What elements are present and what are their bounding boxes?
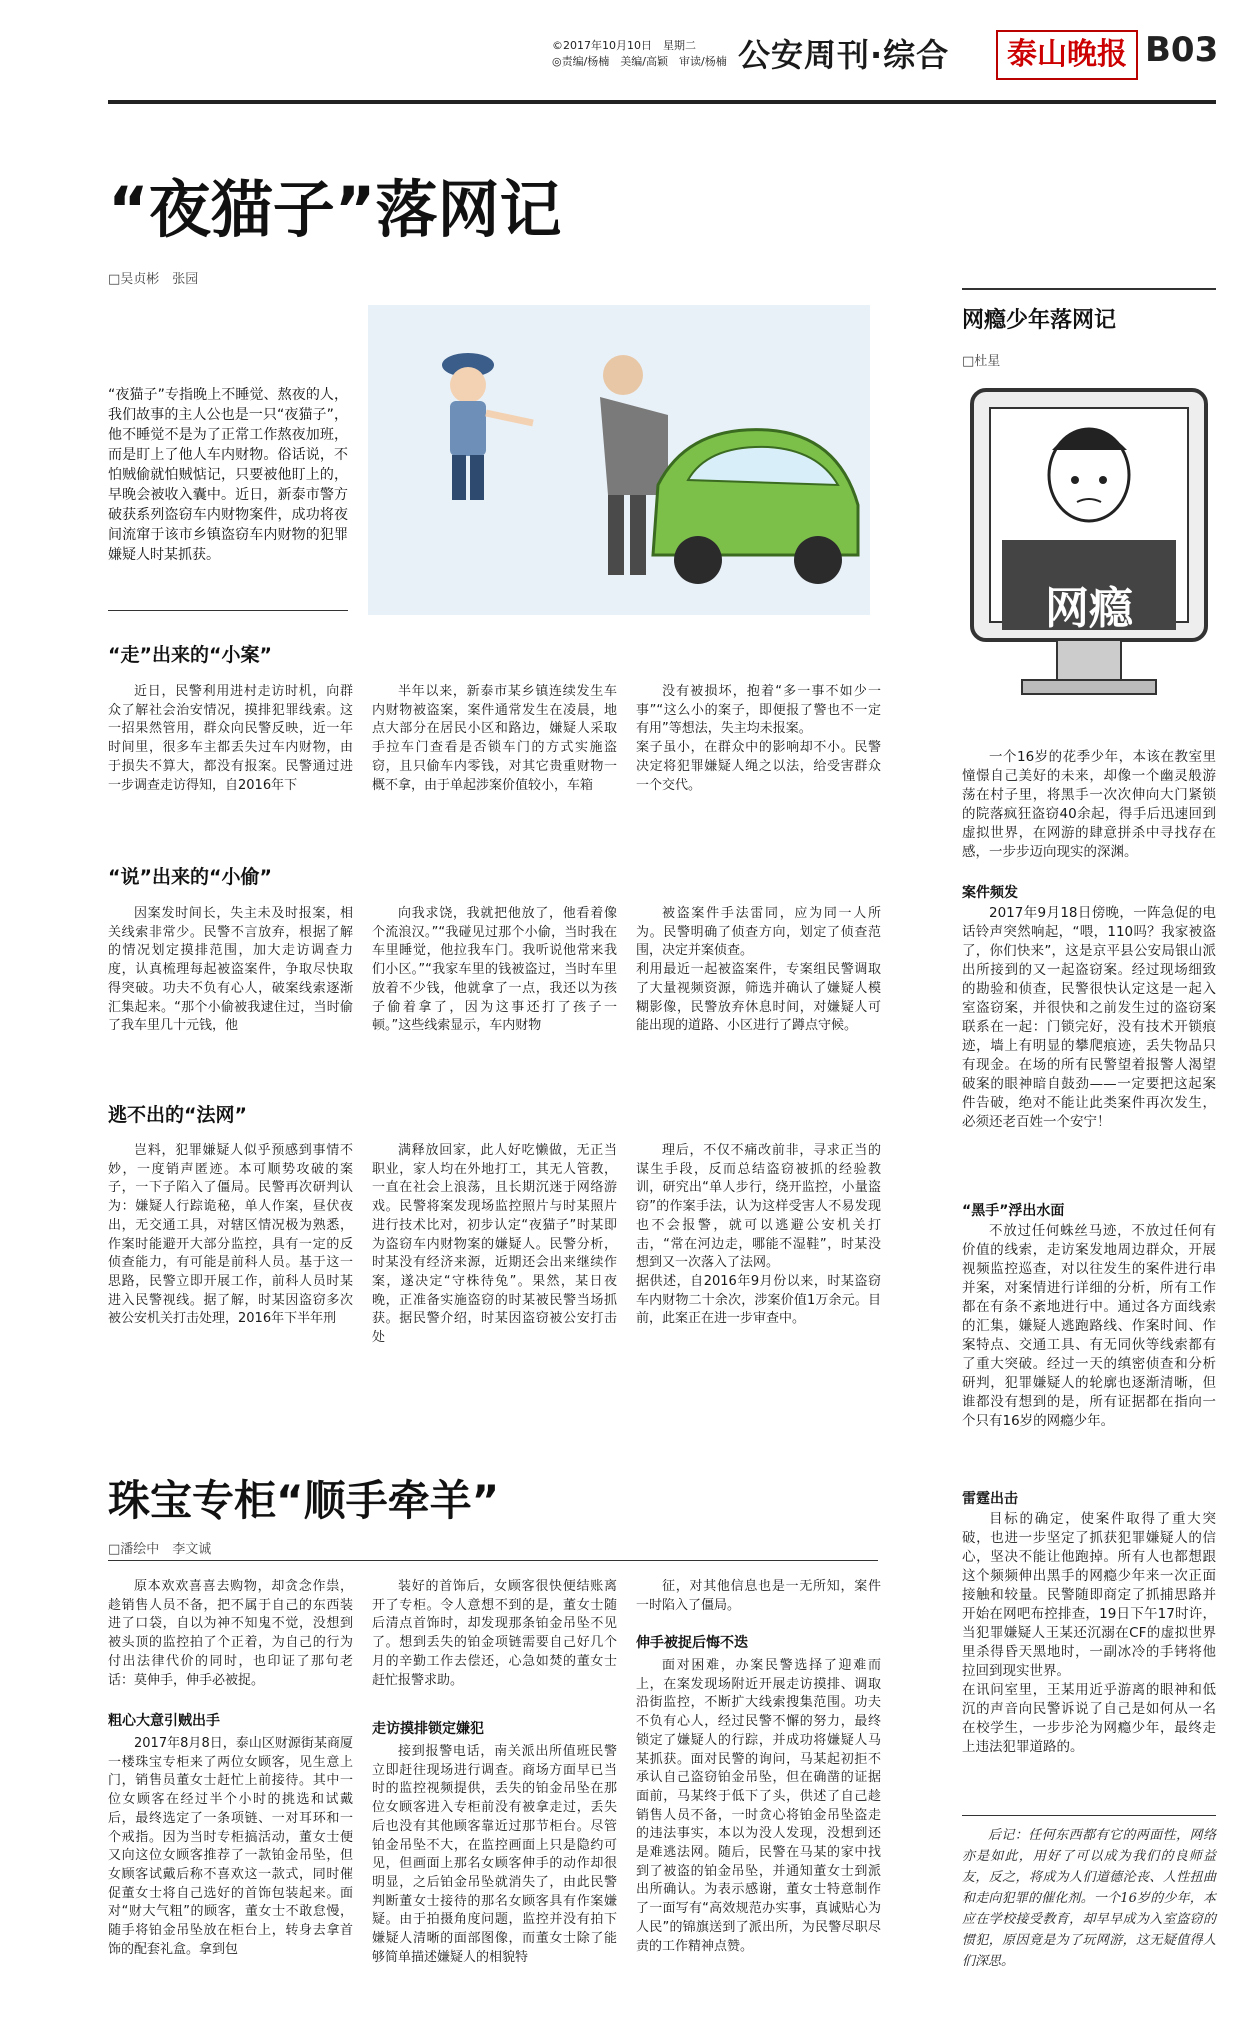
intro-divider	[108, 610, 348, 611]
section1-col2: 半年以来，新泰市某乡镇连续发生车内财物被盗案，案件通常发生在凌晨，地点大部分在居民小区和路边，嫌疑人采取手拉车门查看是否锁车门的方式实施盗窃，且只偷车内零钱，对其它贵重财物一概不拿，由于单起涉案价值较小，车箱	[372, 684, 617, 793]
article1-byline: □吴贞彬 张园	[108, 272, 199, 287]
article2-col3-lead: 征，对其他信息也是一无所知，案件一时陷入了僵局。	[636, 1579, 881, 1613]
sidebar-heading-1: 案件频发	[962, 885, 1018, 901]
article2-sub2-text: 接到报警电话，南关派出所值班民警立即赶往现场进行调查。商场方面早已当时的监控视频提供，丢失的铂金吊坠在那位女顾客进入专柜前没有被拿走过，丢失后也没有其他顾客靠近过那节柜台。尽管铂金吊坠不大，在监控画面上只是隐约可见，但画面上那名女顾客伸手的动作却很明显，之后铂金吊坠就消失了，由此民警判断董女士接待的那名女顾客具有作案嫌疑。由于拍摄角度问题，监控并没有拍下嫌疑人清晰的面部图像，而董女士除了能够简单描述嫌疑人的相貌特	[372, 1744, 617, 1965]
section3-col3: 理后，不仅不痛改前非，寻求正当的谋生手段，反而总结盗窃被抓的经验教训，研究出“单人步行，绕开监控，小量盗窃”的作案手法，认为这样受害人不易发现也不会报警，就可以逃避公安机关打击，“常在河边走，哪能不湿鞋”，时某没想到又一次落入了法网。 据供述，自2016年9月份以来，时某盗窃车内财物二十余次，涉案价值1万余元。目前，此案正在进一步审查中。	[636, 1143, 881, 1327]
sidebar-title: 网瘾少年落网记	[962, 308, 1117, 333]
article2-byline: □潘绘中 李文诚	[108, 1542, 212, 1557]
sidebar-afterword: 后记：任何东西都有它的两面性，网络亦是如此，用好了可以成为我们的良师益友，反之，将成为人们道德沦丧、人性扭曲和走向犯罪的催化剂。一个16岁的少年，本应在学校接受教育，却早早成为入室盗窃的惯犯，原因竟是为了玩网游，这无疑值得人们深思。	[962, 1828, 1216, 1969]
header-staff: ◎责编/杨楠 美编/高颖 审读/杨楠	[552, 55, 727, 68]
newspaper-logo: 泰山晚报	[996, 30, 1138, 80]
article2-sub2-heading: 走访摸排锁定嫌犯	[372, 1721, 484, 1737]
sidebar-text-2: 不放过任何蛛丝马迹，不放过任何有价值的线索，走访案发地周边群众，开展视频监控巡查，对以往发生的案件进行串并案，对案情进行详细的分析，所有工作都在有条不紊地进行中。通过各方面线索的汇集，嫌疑人逃跑路线、作案时间、作案特点、交通工具、有无同伙等线索都有了重大突破。经过一天的缜密侦查和分析研判，犯罪嫌疑人的轮廓也逐渐清晰，但谁都没有想到的是，所有证据都在指向一个只有16岁的网瘾少年。	[962, 1223, 1216, 1429]
addicted-boy-monitor-icon	[962, 380, 1216, 730]
sidebar-byline: □杜星	[962, 354, 1001, 369]
article1-title: “夜猫子”落网记	[108, 173, 562, 246]
article2-sub3-text: 面对困难，办案民警选择了迎难而上，在案发现场附近开展走访摸排、调取沿街监控，不断扩大线索搜集范围。功夫不负有心人，经过民警不懈的努力，最终锁定了嫌疑人的行踪，并成功将嫌疑人马某抓获。面对民警的询问，马某起初拒不承认自己盗窃铂金吊坠，但在确凿的证据面前，马某终于低下了头，供述了自己趁销售人员不备，一时贪心将铂金吊坠盗走的违法事实，本以为没人发现，没想到还是难逃法网。随后，民警在马某的家中找到了被盗的铂金吊坠，并通知董女士到派出所确认。为表示感谢，董女士特意制作了一面写有“高效规范办实事，真诚贴心为人民”的锦旗送到了派出所，为民警尽职尽责的工作精神点赞。	[636, 1658, 881, 1954]
afterword-rule	[962, 1815, 1216, 1816]
illustration-text: 网瘾	[1045, 583, 1133, 634]
section2-col1: 因案发时间长，失主未及时报案，相关线索非常少。民警不言放弃，根据了解的情况划定摸排范围，加大走访调查力度，认真梳理每起被盗案件，争取尽快取得突破。功夫不负有心人，破案线索逐渐汇集起来。“那个小偷被我逮住过，当时偷了我车里几十元钱，他	[108, 906, 353, 1034]
section-heading-2: “说”出来的“小偷”	[108, 866, 272, 888]
article2-sub1-text: 2017年8月8日，泰山区财源街某商厦一楼珠宝专柜来了两位女顾客，见生意上门，销售员董女士赶忙上前接待。其中一位女顾客在经过半个小时的挑选和试戴后，最终选定了一条项链、一对耳环和一个戒指。因为当时专柜搞活动，董女士便又向这位女顾客推荐了一款铂金吊坠，但女顾客试戴后称不喜欢这一款式，同时催促董女士将自己选好的首饰包装起来。面对“财大气粗”的顾客，董女士不敢怠慢，随手将铂金吊坠放在柜台上，转身去拿首饰的配套礼盒。拿到包	[108, 1736, 353, 1957]
section3-col2: 满释放回家，此人好吃懒做，无正当职业，家人均在外地打工，其无人管教，一直在社会上浪荡，且长期沉迷于网络游戏。民警将案发现场监控照片与时某照片进行技术比对，初步认定“夜猫子”时某即为盗窃车内财物案的嫌疑人。民警分析，时某没有经济来源，近期还会出来继续作案，遂决定“守株待兔”。果然，某日夜晚，正准备实施盗窃的时某被民警当场抓获。据民警介绍，时某因盗窃被公安打击处	[372, 1143, 617, 1346]
article2-sub1-heading: 粗心大意引贼出手	[108, 1713, 220, 1729]
sidebar-intro: 一个16岁的花季少年，本该在教室里憧憬自己美好的未来，却像一个幽灵般游荡在村子里，将黑手一次次伸向大门紧锁的院落疯狂盗窃40余起，得手后迅速回到虚拟世界，在网游的肆意拼杀中寻找存在感，一步步迈向现实的深渊。	[962, 749, 1216, 860]
sidebar-heading-3: 雷霆出击	[962, 1491, 1018, 1507]
section-heading-3: 逃不出的“法网”	[108, 1104, 247, 1126]
header-date: ©2017年10月10日 星期二	[552, 39, 696, 52]
article2-lead: 原本欢欢喜喜去购物，却贪念作祟，趁销售人员不备，把不属于自己的东西装进了口袋，自以为神不知鬼不觉，没想到被头顶的监控拍了个正着，为自己的行为付出法律代价的同时，也印证了那句老话：莫伸手，伸手必被捉。	[108, 1579, 353, 1688]
section-name: 公安周刊·综合	[738, 36, 950, 74]
sidebar-illustration	[962, 380, 1216, 730]
article2-sub3-heading: 伸手被捉后悔不迭	[636, 1635, 748, 1651]
section-heading-1: “走”出来的“小案”	[108, 644, 272, 666]
section3-col1: 岂料，犯罪嫌疑人似乎预感到事情不妙，一度销声匿迹。本可顺势攻破的案子，一下子陷入了僵局。民警再次研判认为：嫌疑人行踪诡秘，单人作案，昼伏夜出，无交通工具，对辖区情况极为熟悉，作案时能避开大部分监控，具有一定的反侦查能力，有可能是前科人员。基于这一思路，民警立即开展工作，前科人员时某进入民警视线。据了解，时某因盗窃多次被公安机关打击处理，2016年下半年刑	[108, 1143, 353, 1327]
sidebar-top-rule	[962, 288, 1216, 290]
sidebar-heading-2: “黑手”浮出水面	[962, 1203, 1065, 1219]
page-number: B03	[1145, 30, 1219, 70]
section1-col3: 没有被损坏，抱着“多一事不如少一事”“这么小的案子，即便报了警也不一定有用”等想法，失主均未报案。 案子虽小，在群众中的影响却不小。民警决定将犯罪嫌疑人绳之以法，给受害群众一个交代。	[636, 684, 881, 793]
article1-intro: “夜猫子”专指晚上不睡觉、熬夜的人，我们故事的主人公也是一只“夜猫子”，他不睡觉不是为了正常工作熬夜加班，而是盯上了他人车内财物。俗话说，不怕贼偷就怕贼惦记，只要被他盯上的，早晚会被收入囊中。近日，新泰市警方破获系列盗窃车内财物案件，成功将夜间流窜于该市乡镇盗窃车内财物的犯罪嫌疑人时某抓获。	[108, 387, 348, 563]
sidebar-text-3: 目标的确定，使案件取得了重大突破，也进一步坚定了抓获犯罪嫌疑人的信心，坚决不能让他跑掉。所有人也都想跟这个频频伸出黑手的网瘾少年来一次正面接触和较量。民警随即商定了抓捕思路并开始在网吧布控排查，19日下午17时许，当犯罪嫌疑人王某还沉溺在CF的虚拟世界里杀得昏天黑地时，一副冰冷的手铐将他拉回到现实世界。 在讯问室里，王某用近乎游离的眼神和低沉的声音向民警诉说了自己是如何从一名在校学生，一步步沦为网瘾少年，最终走上违法犯罪道路的。	[962, 1511, 1216, 1755]
section2-col2: 向我求饶，我就把他放了，他看着像个流浪汉。”“我碰见过那个小偷，当时我在车里睡觉，他拉我车门。我听说他常来我们小区。”“我家车里的钱被盗过，当时车里放着不少钱，他就拿了一点，我还以为孩子偷着拿了，因为这事还打了孩子一顿。”这些线索显示，车内财物	[372, 906, 617, 1034]
article2-divider	[108, 1560, 878, 1561]
sidebar-text-1: 2017年9月18日傍晚，一阵急促的电话铃声突然响起，“喂，110吗？我家被盗了，你们快来”，这是京平县公安局银山派出所接到的又一起盗窃案。经过现场细致的勘验和侦查，民警很快认定这是一起入室盗窃案，并很快和之前发生过的盗窃案联系在一起：门锁完好，没有技术开锁痕迹，墙上有明显的攀爬痕迹，丢失物品只有现金。在场的所有民警望着报警人渴望破案的眼神暗自鼓劲——一定要把这起案件告破，绝对不能让此类案件再次发生，必须还老百姓一个安宁！	[962, 905, 1216, 1130]
article1-illustration	[368, 305, 870, 615]
section2-col3: 被盗案件手法雷同，应为同一人所为。民警明确了侦查方向，划定了侦查范围，决定并案侦查。 利用最近一起被盗案件，专案组民警调取了大量视频资源，筛选并确认了嫌疑人模糊影像，民警放弃休息时间，对嫌疑人可能出现的道路、小区进行了蹲点守候。	[636, 906, 881, 1034]
section1-col1: 近日，民警利用进村走访时机，向群众了解社会治安情况，摸排犯罪线索。这一招果然管用，群众向民警反映，近一年时间里，很多车主都丢失过车内财物，由于损失不算大，都没有报案。民警通过进一步调查走访得知，自2016年下	[108, 684, 353, 793]
article2-title: 珠宝专柜“顺手牵羊”	[108, 1476, 500, 1525]
article2-col2-lead: 装好的首饰后，女顾客很快便结账离开了专柜。令人意想不到的是，董女士随后清点首饰时，却发现那条铂金吊坠不见了。想到丢失的铂金项链需要自己好几个月的辛勤工作去偿还，心急如焚的董女士赶忙报警求助。	[372, 1579, 617, 1688]
header-rule	[108, 100, 1216, 104]
